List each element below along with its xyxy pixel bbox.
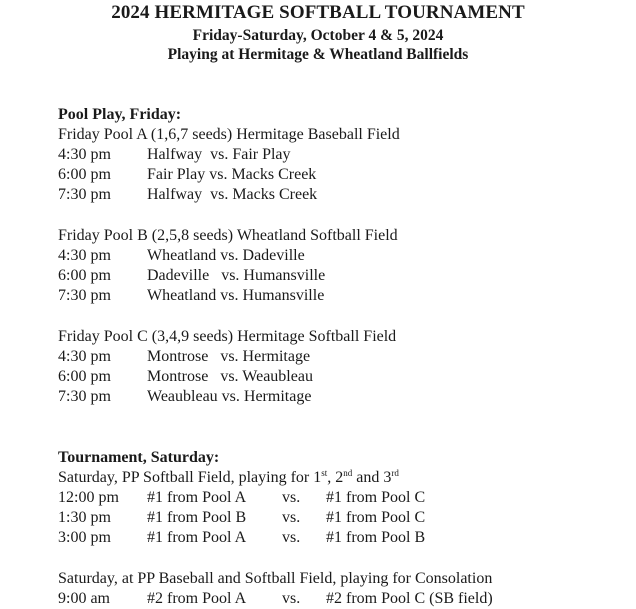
document-dates: Friday-Saturday, October 4 & 5, 2024 — [192, 27, 444, 44]
championship-game-team2: #1 from Pool B — [326, 529, 426, 546]
tournament-heading: Tournament, Saturday: — [58, 449, 220, 466]
pool-c-game-time: 4:30 pm — [58, 348, 111, 365]
ordinal-suffix: rd — [391, 468, 399, 478]
pool-b-game-time: 7:30 pm — [58, 287, 111, 304]
consolation-game-team1: #2 from Pool A — [147, 590, 247, 607]
pool-c-game-matchup: Montrose vs. Hermitage — [147, 348, 311, 365]
pool-c-game-time: 7:30 pm — [58, 388, 111, 405]
pool-a-game-time: 4:30 pm — [58, 146, 111, 163]
championship-game-team2: #1 from Pool C — [326, 509, 426, 526]
pool-c-game-matchup: Montrose vs. Weaubleau — [147, 368, 313, 385]
championship-game-team2: #1 from Pool C — [326, 489, 426, 506]
championship-game-vs: vs. — [282, 509, 301, 526]
document-location: Playing at Hermitage & Wheatland Ballfields — [167, 46, 469, 63]
championship-title-sep: , 2 — [327, 469, 344, 486]
ordinal-suffix: st — [321, 468, 328, 478]
championship-game-time: 1:30 pm — [58, 509, 111, 526]
pool-b-game-matchup: Wheatland vs. Dadeville — [147, 247, 305, 264]
consolation-game-team2: #2 from Pool C (SB field) — [326, 590, 493, 607]
pool-a-game-matchup: Fair Play vs. Macks Creek — [147, 166, 317, 183]
pool-b-title: Friday Pool B (2,5,8 seeds) Wheatland Softball Field — [58, 227, 398, 244]
pool-c-game-matchup: Weaubleau vs. Hermitage — [147, 388, 312, 405]
championship-game-time: 3:00 pm — [58, 529, 111, 546]
pool-a-title: Friday Pool A (1,6,7 seeds) Hermitage Baseball Field — [58, 126, 400, 143]
championship-title — [58, 468, 399, 488]
championship-game-team1: #1 from Pool B — [147, 509, 247, 526]
ordinal-suffix: nd — [343, 468, 353, 478]
pool-b-game-matchup: Dadeville vs. Humansville — [147, 267, 326, 284]
consolation-game-vs: vs. — [282, 590, 301, 607]
championship-game-vs: vs. — [282, 529, 301, 546]
championship-game-time: 12:00 pm — [58, 489, 119, 506]
championship-title-prefix: Saturday, PP Softball Field, playing for 1 — [58, 469, 322, 486]
document-title: 2024 HERMITAGE SOFTBALL TOURNAMENT — [111, 2, 525, 23]
pool-b-game-time: 4:30 pm — [58, 247, 111, 264]
pool-c-game-time: 6:00 pm — [58, 368, 111, 385]
pool-b-game-matchup: Wheatland vs. Humansville — [147, 287, 325, 304]
championship-game-team1: #1 from Pool A — [147, 489, 247, 506]
pool-play-heading: Pool Play, Friday: — [58, 106, 182, 123]
championship-game-team1: #1 from Pool A — [147, 529, 247, 546]
pool-b-game-time: 6:00 pm — [58, 267, 111, 284]
pool-a-game-time: 6:00 pm — [58, 166, 111, 183]
consolation-title: Saturday, at PP Baseball and Softball Field, playing for Consolation — [58, 570, 493, 587]
pool-c-title: Friday Pool C (3,4,9 seeds) Hermitage Softball Field — [58, 328, 397, 345]
championship-title-sep: and 3 — [352, 469, 392, 486]
pool-a-game-matchup: Halfway vs. Fair Play — [147, 146, 291, 163]
championship-game-vs: vs. — [282, 489, 301, 506]
pool-a-game-time: 7:30 pm — [58, 186, 111, 203]
consolation-game-time: 9:00 am — [58, 590, 110, 607]
pool-a-game-matchup: Halfway vs. Macks Creek — [147, 186, 318, 203]
